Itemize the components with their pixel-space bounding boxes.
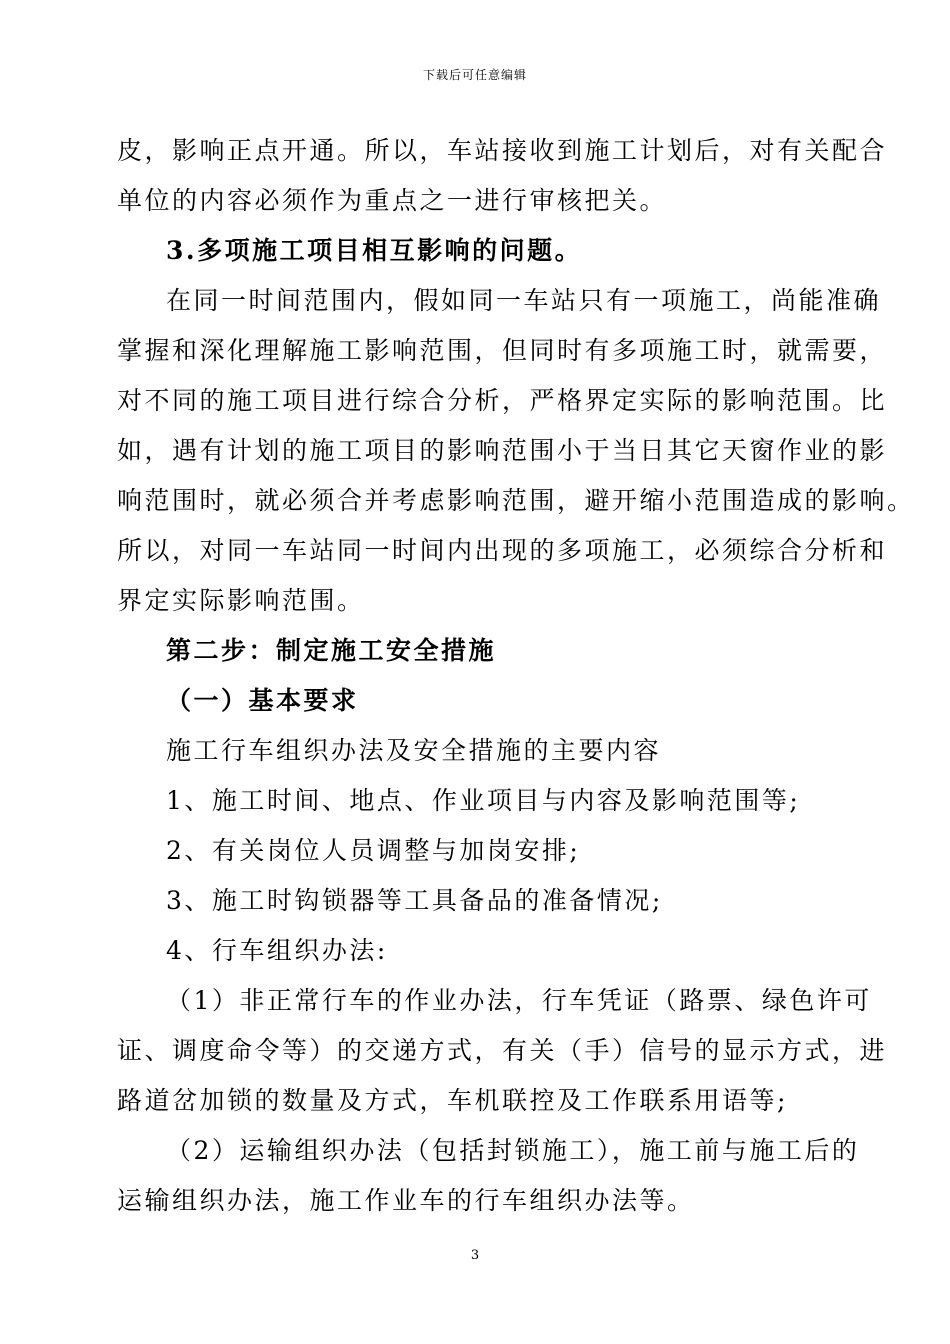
list-item: 2、有关岗位人员调整与加岗安排;	[166, 836, 581, 865]
list-item: 3、施工时钩锁器等工具备品的准备情况;	[166, 886, 663, 915]
subsection-heading: （一）基本要求	[166, 686, 359, 715]
body-line: （2）运输组织办法（包括封锁施工），施工前与施工后的	[166, 1136, 860, 1165]
body-line: 掌握和深化理解施工影响范围，但同时有多项施工时，就需要，	[117, 336, 888, 365]
body-line: 证、调度命令等）的交递方式，有关（手）信号的显示方式，进	[117, 1036, 888, 1065]
body-line: 界定实际影响范围。	[117, 586, 365, 615]
body-line: （1）非正常行车的作业办法，行车凭证（路票、绿色许可	[166, 986, 872, 1015]
body-line: 对不同的施工项目进行综合分析，严格界定实际的影响范围。比	[117, 386, 888, 415]
body-line: 单位的内容必须作为重点之一进行审核把关。	[117, 186, 668, 215]
body-line: 施工行车组织办法及安全措施的主要内容	[166, 736, 662, 765]
list-item: 1、施工时间、地点、作业项目与内容及影响范围等;	[166, 786, 801, 815]
body-line: 响范围时，就必须合并考虑影响范围，避开缩小范围造成的影响。	[117, 486, 915, 515]
body-line: 在同一时间范围内，假如同一车站只有一项施工，尚能准确	[166, 286, 882, 315]
list-item: 4、行车组织办法:	[166, 936, 388, 965]
page-number: 3	[470, 1248, 480, 1263]
body-line: 路道岔加锁的数量及方式，车机联控及工作联系用语等;	[117, 1086, 788, 1115]
body-line: 所以，对同一车站同一时间内出现的多项施工，必须综合分析和	[117, 536, 888, 565]
body-line: 如，遇有计划的施工项目的影响范围小于当日其它天窗作业的影	[117, 436, 888, 465]
page-header-note: 下载后可任意编辑	[422, 68, 527, 82]
body-line: 皮，影响正点开通。所以，车站接收到施工计划后，对有关配合	[117, 136, 888, 165]
step-heading: 第二步：制定施工安全措施	[166, 636, 497, 665]
body-line: 运输组织办法，施工作业车的行车组织办法等。	[117, 1186, 695, 1215]
section-heading: 3.多项施工项目相互影响的问题。	[166, 236, 583, 265]
